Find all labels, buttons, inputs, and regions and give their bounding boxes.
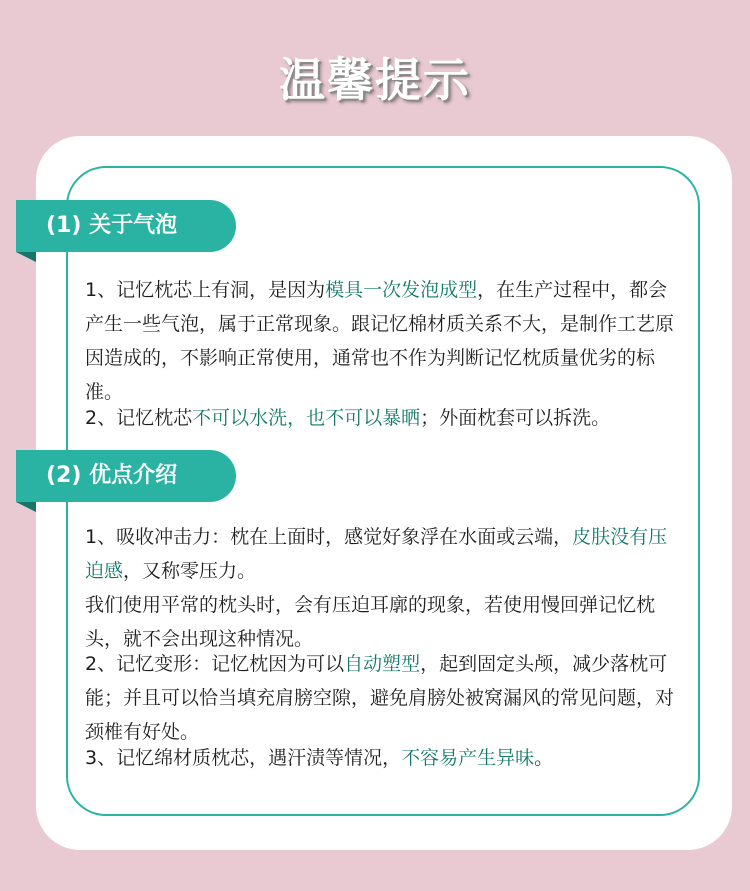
highlight-text: 皮肤没有压迫感 — [85, 526, 668, 582]
text: 3、记忆绵材质枕芯，遇汗渍等情况， — [85, 747, 402, 769]
highlight-text: 不可以水洗，也不可以暴晒 — [192, 407, 421, 429]
paragraph-advantages-4 — [85, 741, 685, 775]
text: 2、记忆枕芯 — [85, 407, 193, 429]
paragraph-advantages-3 — [85, 647, 685, 749]
paragraph-bubbles-1 — [85, 273, 685, 409]
text: ，在生产过程中，都会产生一些气泡，属于正常现象。跟记忆棉材质关系不大，是制作工艺原因造成的，不影响正常使用，通常也不作为判断记忆枕质量优劣的标准。 — [85, 279, 675, 403]
text: 。 — [534, 747, 554, 769]
highlight-text: 自动塑型 — [344, 653, 421, 675]
section-tag-bubbles: (1) 关于气泡 — [16, 200, 236, 252]
text: 1、记忆枕芯上有洞，是因为 — [85, 279, 326, 301]
highlight-text: 模具一次发泡成型 — [325, 279, 478, 301]
text: 1、吸收冲击力：枕在上面时，感觉好象浮在水面或云端， — [85, 526, 573, 548]
paragraph-advantages-1 — [85, 520, 685, 588]
highlight-text: 不容易产生异味 — [401, 747, 535, 769]
text: ；外面枕套可以拆洗。 — [420, 407, 611, 429]
section-tag-fold — [16, 502, 36, 512]
page-title: 温馨提示 — [279, 53, 471, 107]
text: ，又称零压力。 — [123, 560, 257, 582]
paragraph-bubbles-2 — [85, 401, 685, 435]
text: ，起到固定头颅，减少落枕可能；并且可以恰当填充肩膀空隙，避免肩膀处被窝漏风的常见问题，对颈椎有好处。 — [85, 653, 675, 743]
text: 2、记忆变形：记忆枕因为可以 — [85, 653, 345, 675]
section-tag-fold — [16, 252, 36, 262]
section-tag-advantages: (2) 优点介绍 — [16, 450, 236, 502]
text: 我们使用平常的枕头时，会有压迫耳廓的现象，若使用慢回弹记忆枕头，就不会出现这种情况。 — [85, 594, 656, 650]
paragraph-advantages-2 — [85, 588, 685, 656]
